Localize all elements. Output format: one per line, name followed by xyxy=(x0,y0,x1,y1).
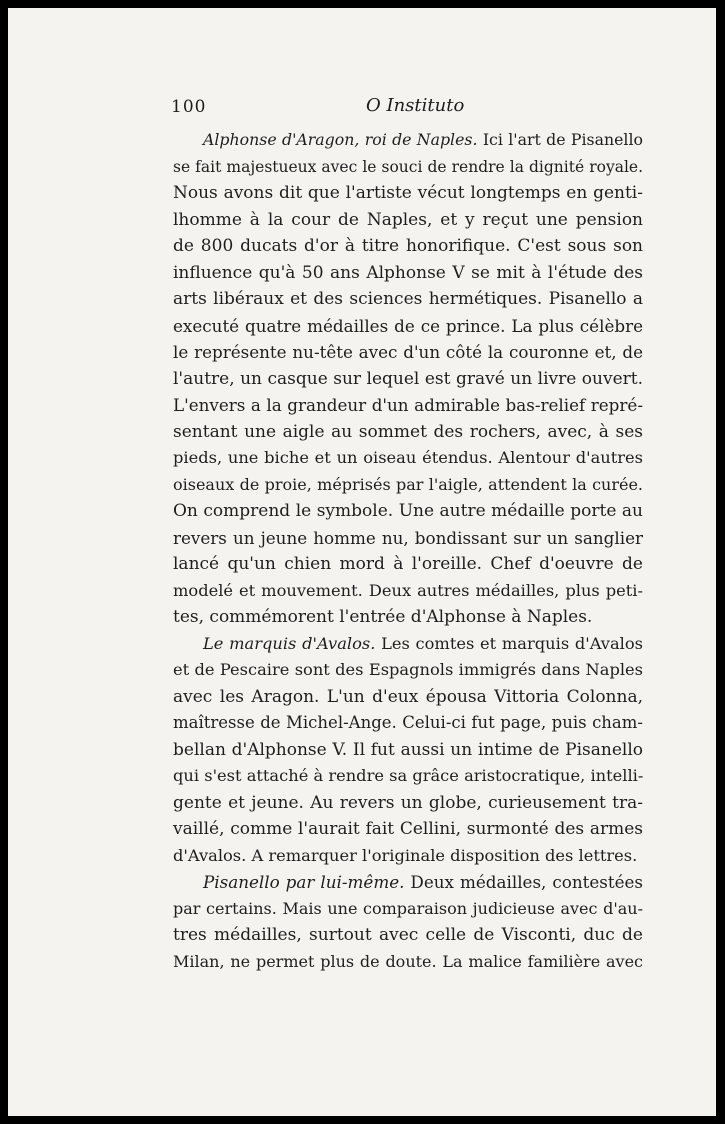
text-line xyxy=(173,207,643,234)
line-text: tres médailles, surtout avec celle de Visconti, duc de xyxy=(173,925,643,945)
text-line xyxy=(173,578,643,605)
line-text: Nous avons dit que l'artiste vécut longtemps en genti- xyxy=(173,183,643,203)
text-line xyxy=(173,472,643,499)
text-line xyxy=(173,313,643,340)
line-text: Ici l'art de Pisanello xyxy=(477,130,643,149)
italic-heading: Le marquis d'Avalos. xyxy=(203,633,376,653)
line-text: tes, commémorent l'entrée d'Alphonse à Naples. xyxy=(173,607,593,627)
text-line xyxy=(173,949,643,976)
text-line xyxy=(173,260,643,287)
running-title: O Instituto xyxy=(366,95,465,116)
text-line xyxy=(173,896,643,923)
line-text: l'autre, un casque sur lequel est gravé un livre ouvert. xyxy=(173,368,643,389)
text-line xyxy=(173,498,643,525)
line-text: Les comtes et marquis d'Avalos xyxy=(375,633,643,653)
text-line xyxy=(173,843,643,870)
line-text: qui s'est attaché à rendre sa grâce aristocratique, intelli- xyxy=(173,766,644,785)
line-text: influence qu'à 50 ans Alphonse V se mit à l'étude des xyxy=(173,262,643,283)
page-header xyxy=(171,97,656,121)
page-number: 100 xyxy=(171,97,207,117)
paragraph xyxy=(173,127,643,631)
line-text: revers un jeune homme nu, bondissant sur un sanglier xyxy=(173,527,643,548)
line-text: Milan, ne permet plus de doute. La malice familière avec xyxy=(173,951,643,971)
line-text: le représente nu-tête avec d'un côté la couronne et, de xyxy=(173,342,643,362)
paragraph xyxy=(173,869,643,975)
line-text: bellan d'Alphonse V. Il fut aussi un intime de Pisanello xyxy=(173,739,643,760)
line-text: L'envers a la grandeur d'un admirable bas-relief repré- xyxy=(173,395,643,415)
text-line xyxy=(173,154,643,181)
text-line xyxy=(173,710,643,737)
text-line xyxy=(173,127,643,154)
text-line xyxy=(173,286,643,313)
line-text: de 800 ducats d'or à titre honorifique. C'est sous son xyxy=(173,236,643,256)
line-text: vaillé, comme l'aurait fait Cellini, surmonté des armes xyxy=(173,819,643,839)
text-line xyxy=(173,657,643,684)
text-line xyxy=(173,737,643,764)
text-line xyxy=(173,684,643,711)
text-line xyxy=(173,551,643,578)
text-line xyxy=(173,922,643,949)
italic-heading: Alphonse d'Aragon, roi de Naples. xyxy=(203,130,478,149)
line-text: maîtresse de Michel-Ange. Celui-ci fut page, puis cham- xyxy=(173,713,643,732)
line-text: executé quatre médailles de ce prince. La plus célèbre xyxy=(173,315,643,336)
text-line xyxy=(173,790,643,817)
line-text: lhomme à la cour de Naples, et y reçut une pension xyxy=(173,209,643,230)
text-line xyxy=(173,631,643,658)
line-text: et de Pescaire sont des Espagnols immigrés dans Naples xyxy=(173,660,643,679)
line-text: par certains. Mais une comparaison judicieuse avec d'au- xyxy=(173,898,643,918)
text-line xyxy=(173,180,643,207)
line-text: d'Avalos. A remarquer l'originale disposition des lettres. xyxy=(173,845,638,865)
line-text: avec les Aragon. L'un d'eux épousa Vittoria Colonna, xyxy=(173,686,643,707)
text-line xyxy=(173,419,643,446)
text-line xyxy=(173,816,643,843)
paragraph xyxy=(173,631,643,870)
text-line xyxy=(173,763,643,790)
text-line xyxy=(173,233,643,260)
text-line xyxy=(173,366,643,393)
text-line xyxy=(173,392,643,419)
line-text: pieds, une biche et un oiseau étendus. Alentour d'autres xyxy=(173,448,643,467)
text-line xyxy=(173,339,643,366)
line-text: oiseaux de proie, méprisés par l'aigle, attendent la curée. xyxy=(173,474,643,494)
text-line xyxy=(173,445,643,472)
italic-heading: Pisanello par lui-même. xyxy=(203,872,405,892)
line-text: lancé qu'un chien mord à l'oreille. Chef d'oeuvre de xyxy=(173,554,643,574)
line-text: gente et jeune. Au revers un globe, curieusement tra- xyxy=(173,792,643,813)
text-line xyxy=(173,869,643,896)
line-text: se fait majestueux avec le souci de rendre la dignité royale. xyxy=(173,157,643,176)
line-text: arts libéraux et des sciences hermétiques. Pisanello a xyxy=(173,289,643,309)
line-text: On comprend le symbole. Une autre médaille porte au xyxy=(173,501,643,521)
text-line xyxy=(173,604,643,631)
line-text: sentant une aigle au sommet des rochers, avec, à ses xyxy=(173,421,643,442)
line-text: modelé et mouvement. Deux autres médailles, plus peti- xyxy=(173,580,643,600)
line-text: Deux médailles, contestées xyxy=(404,872,643,892)
text-line xyxy=(173,525,643,552)
body-text xyxy=(173,127,643,975)
